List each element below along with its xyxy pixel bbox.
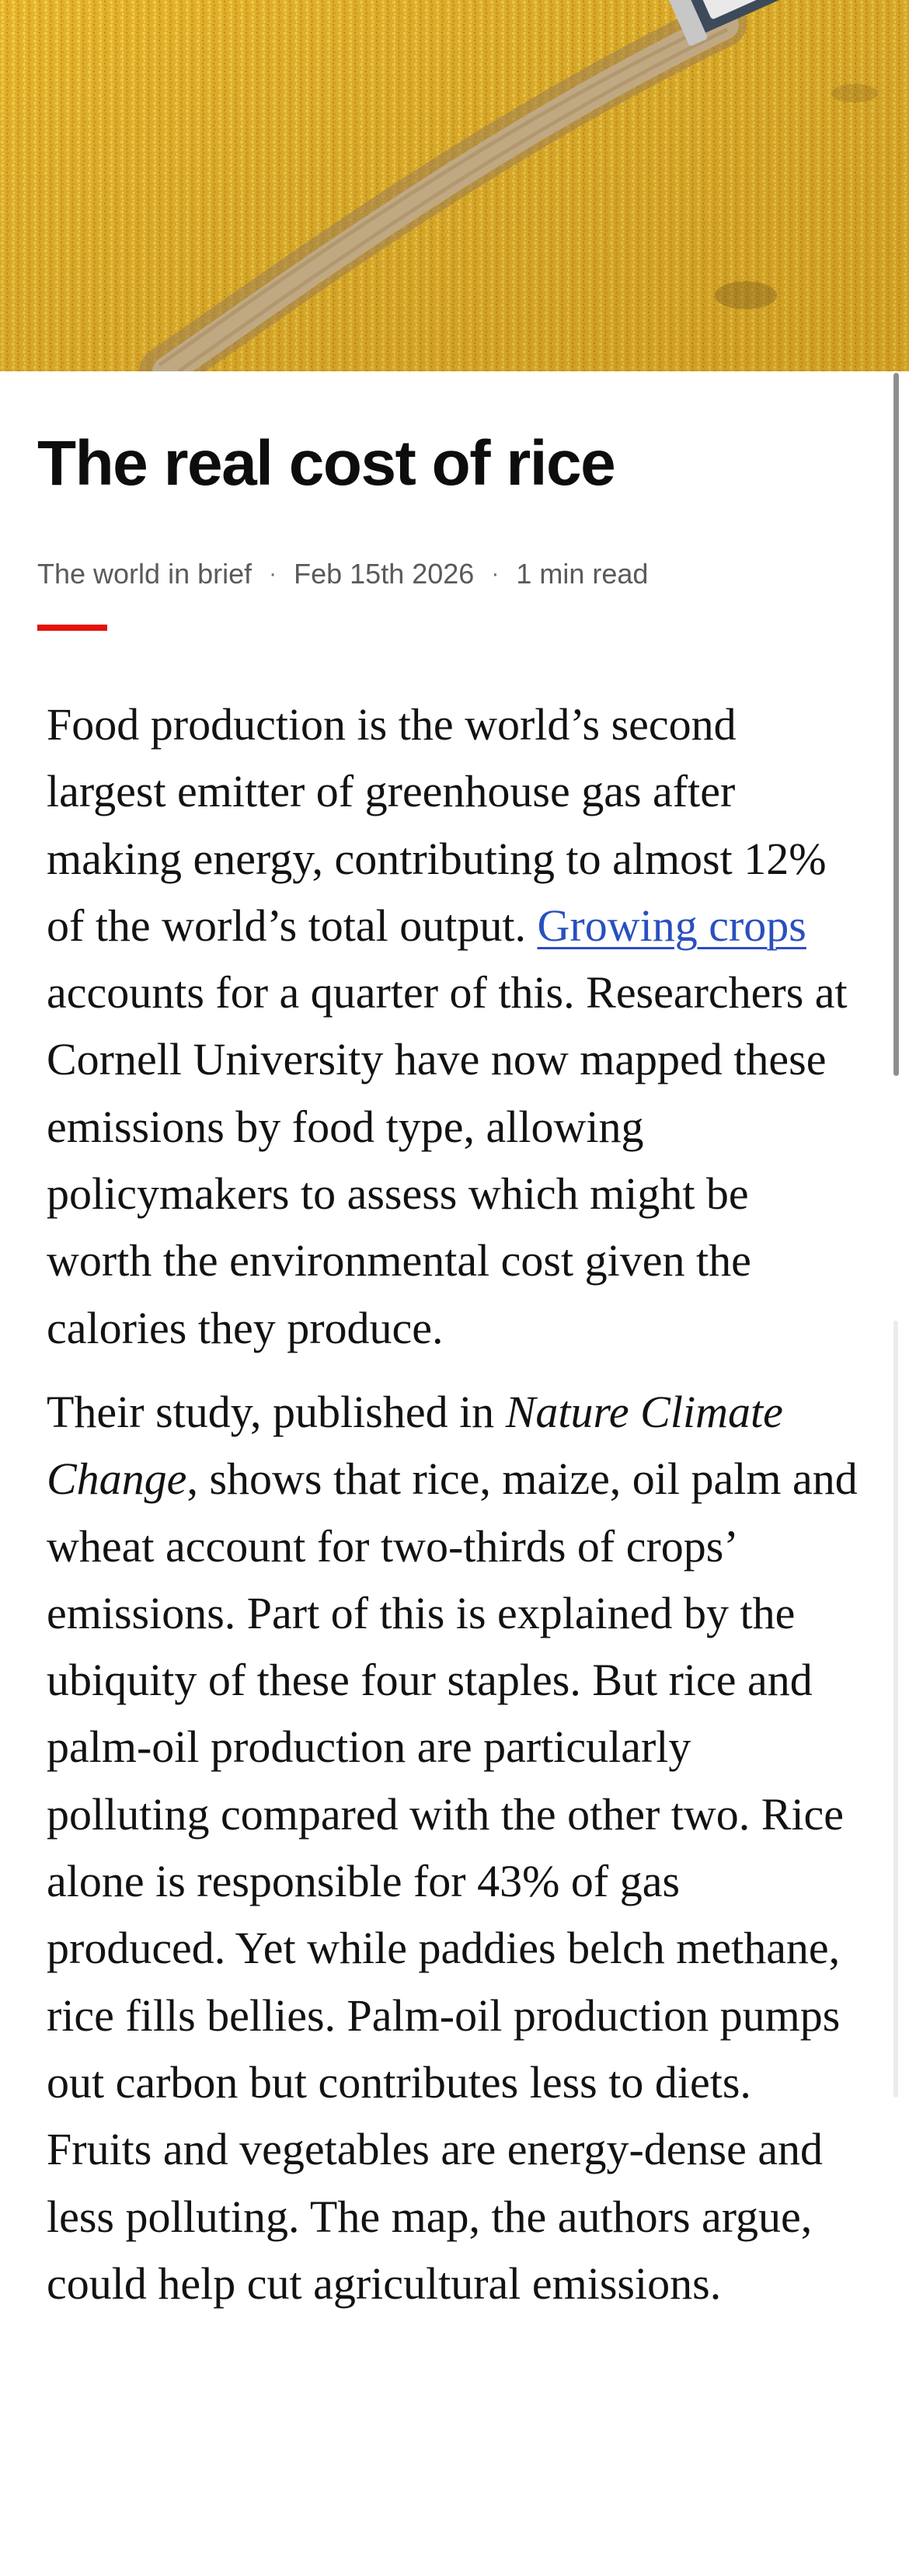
publish-date: Feb 15th 2026 [294,558,475,590]
meta-separator: · [269,561,277,587]
scrollbar-thumb[interactable] [893,373,899,1076]
paragraph [47,1379,862,2317]
paragraph-text: Their study, published in [47,1386,506,1437]
article-body [47,691,862,2317]
paragraph-text: , shows that rice, maize, oil palm and wheat account for two-thirds of crops’ emissions. Part of this is explained by the ubiquity of these four staples. But rice and palm-oil production are particularly polluting compared with the other two. Rice alone is responsible for 43% of gas produced. Yet while paddies belch methane, rice fills bellies. Palm-oil production pumps out carbon but contributes less to diets. Fruits and vegetables are energy-dense and less polluting. The map, the authors argue, could help cut agricultural emissions. [47,1453,858,2309]
accent-rule [37,625,107,631]
article-title: The real cost of rice [37,428,615,499]
article-meta [37,558,648,590]
meta-separator: · [491,561,500,587]
paragraph [47,691,862,1362]
growing-crops-link[interactable]: Growing crops [537,900,806,951]
paragraph-text: accounts for a quarter of this. Researchers at Cornell University have now mapped these emissions by food type, allowing policymakers to assess which might be worth the environmental cost given the calories they produce. [47,967,848,1353]
read-time: 1 min read [516,558,649,590]
section-link[interactable]: The world in brief [37,558,252,590]
hero-image [0,0,909,371]
paragraph-text: Food production is the world’s second largest emitter of greenhouse gas after making energy, contributing to almost 12% of the world’s total output. [47,699,827,951]
journal-name: Nature Climate Change [47,1386,783,1505]
scrollbar-track [893,1321,898,2097]
